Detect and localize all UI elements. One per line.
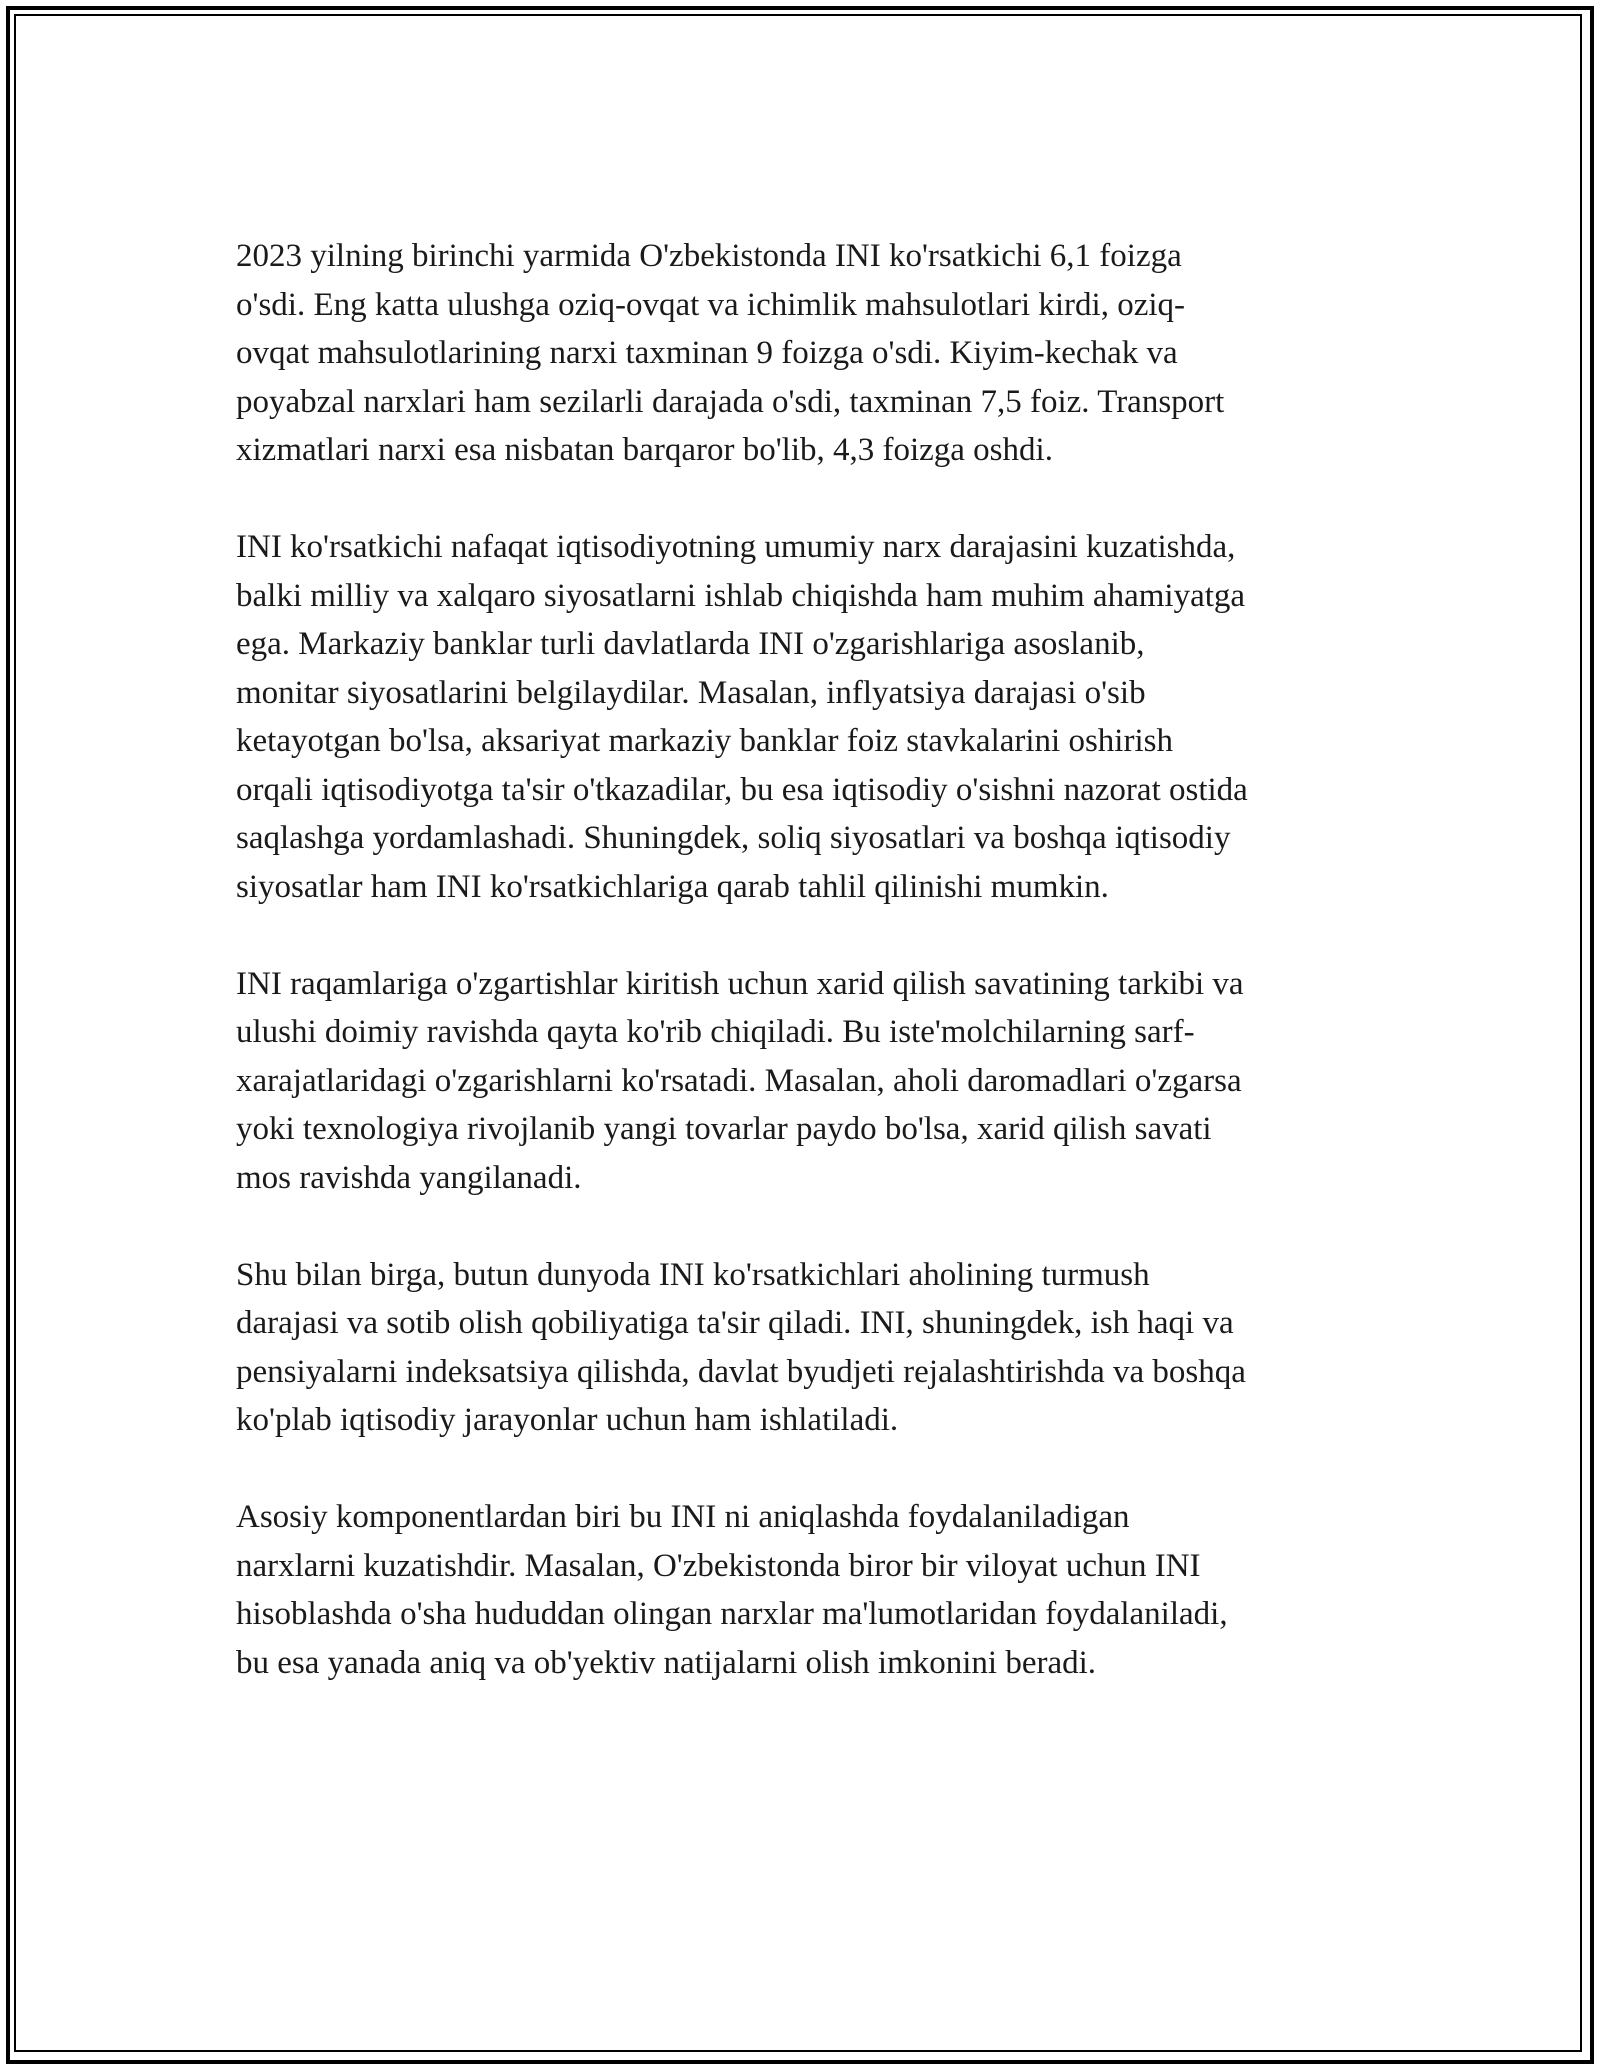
paragraph-5: Asosiy komponentlardan biri bu INI ni aniqlashda foydalaniladigan narxlarni kuzatishdir. Masalan, O'zbekistonda biror bir viloyat uchun INI hisoblashda o'sha hududdan olingan narxlar ma'lumotlaridan foydalaniladi, bu esa yanada aniq va ob'yektiv natijalarni olish imkonini beradi.	[236, 1499, 1228, 1681]
paragraph-4: Shu bilan birga, butun dunyoda INI ko'rsatkichlari aholining turmush darajasi va sotib olish qobiliyatiga ta'sir qiladi. INI, shuningdek, ish haqi va pensiyalarni indeksatsiya qilishda, davlat byudjeti rejalashtirishda va boshqa ko'plab iqtisodiy jarayonlar uchun ham ishlatiladi.	[236, 1256, 1246, 1438]
paragraph-1: 2023 yilning birinchi yarmida O'zbekistonda INI ko'rsatkichi 6,1 foizga o'sdi. Eng katta ulushga oziq-ovqat va ichimlik mahsulotlari kirdi, oziq- ovqat mahsulotlarining narxi taxminan 9 foizga o'sdi. Kiyim-kechak va poyabzal narxlari ham sezilarli darajada o'sdi, taxminan 7,5 foiz. Transport xizmatlari narxi esa nisbatan barqaror bo'lib, 4,3 foizga oshdi.	[236, 238, 1225, 468]
paragraph-2: INI ko'rsatkichi nafaqat iqtisodiyotning umumiy narx darajasini kuzatishda, balki milliy va xalqaro siyosatlarni ishlab chiqishda ham muhim ahamiyatga ega. Markaziy banklar turli davlatlarda INI o'zgarishlariga asoslanib, monitar siyosatlarini belgilaydilar. Masalan, inflyatsiya darajasi o'sib ketayotgan bo'lsa, aksariyat markaziy banklar foiz stavkalarini oshirish orqali iqtisodiyotga ta'sir o'tkazadilar, bu esa iqtisodiy o'sishni nazorat ostida saqlashga yordamlashadi. Shuningdek, soliq siyosatlari va boshqa iqtisodiy siyosatlar ham INI ko'rsatkichlariga qarab tahlil qilinishi mumkin.	[236, 529, 1248, 905]
paragraph-3: INI raqamlariga o'zgartishlar kiritish uchun xarid qilish savatining tarkibi va ulushi doimiy ravishda qayta ko'rib chiqiladi. Bu iste'molchilarning sarf- xarajatlaridagi o'zgarishlarni ko'rsatadi. Masalan, aholi daromadlari o'zgarsa yoki texnologiya rivojlanib yangi tovarlar paydo bo'lsa, xarid qilish savati mos ravishda yangilanadi.	[236, 965, 1244, 1196]
document-body	[236, 232, 1386, 1736]
